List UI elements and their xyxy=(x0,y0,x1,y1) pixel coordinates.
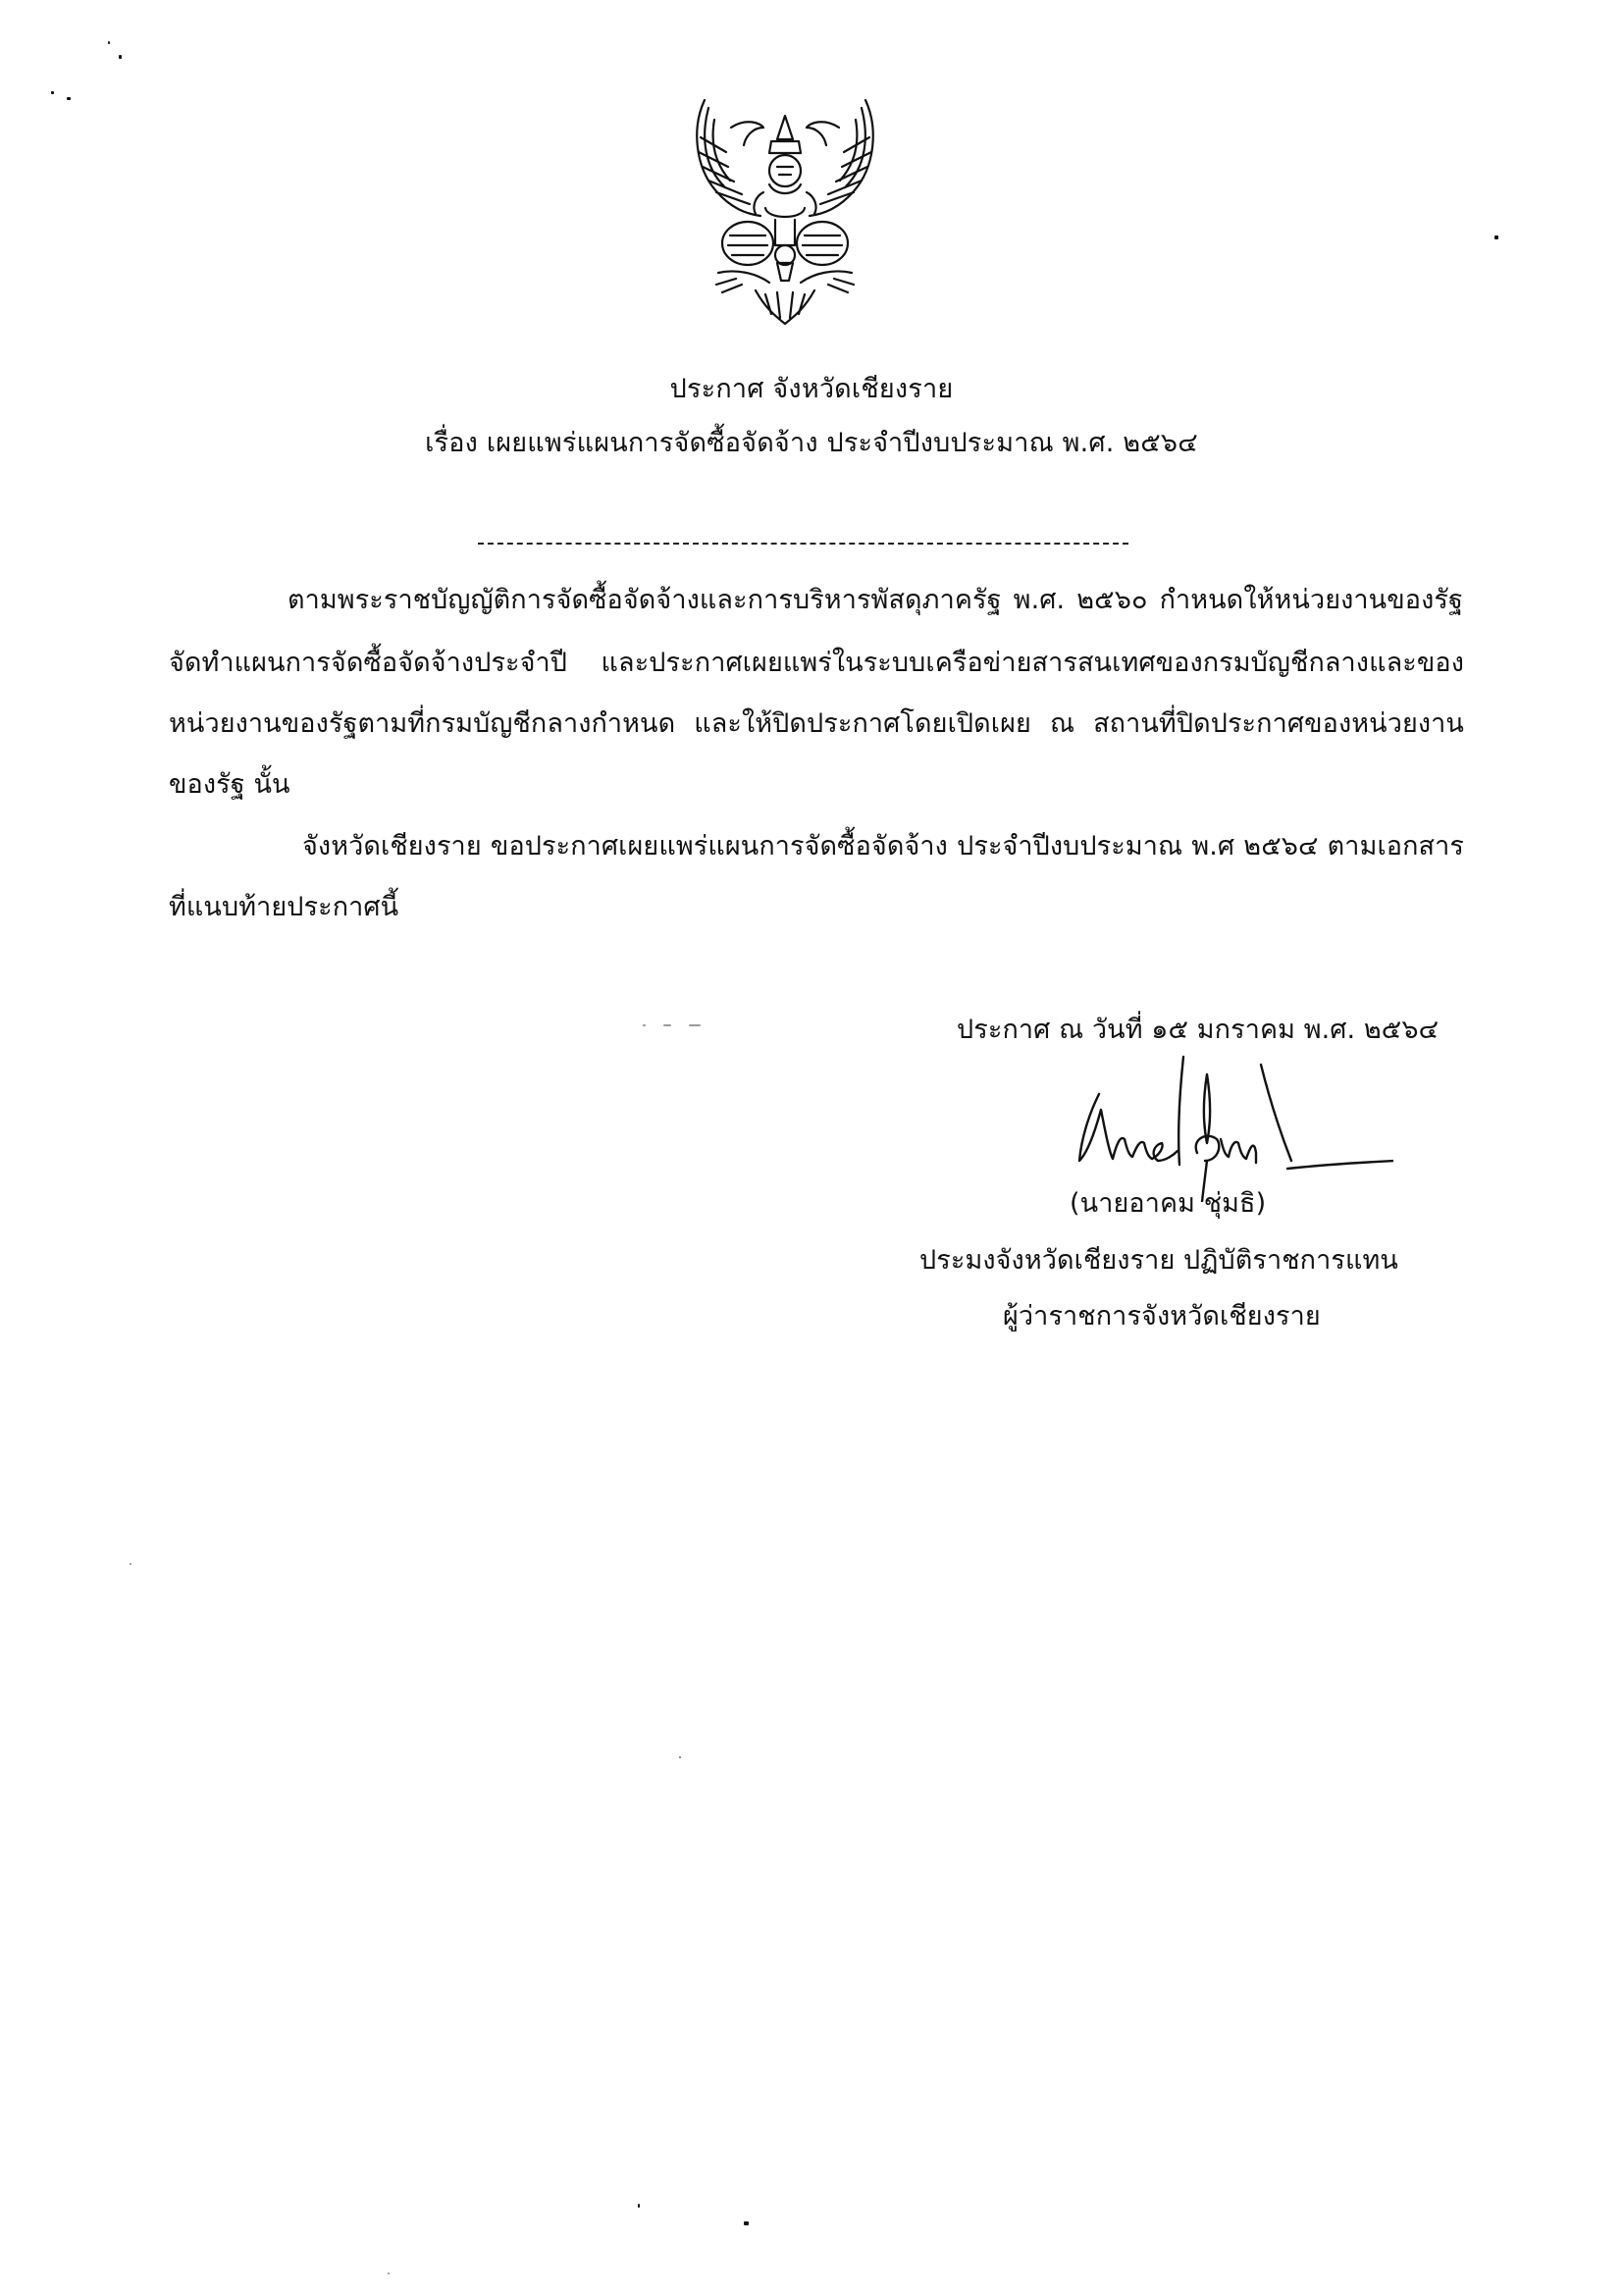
scan-artifact xyxy=(130,1563,131,1565)
signer-name: (นายอาคม ชุ่มธิ) xyxy=(1070,1188,1267,1219)
scan-artifact xyxy=(643,1024,646,1026)
garuda-emblem-icon xyxy=(687,98,883,326)
handwritten-signature xyxy=(1060,1045,1393,1202)
dashed-separator xyxy=(478,543,1128,545)
body-paragraph-1-line-1: ตามพระราชบัญญัติการจัดซื้อจัดจ้างและการบริหารพัสดุภาครัฐ พ.ศ. ๒๕๖๐ กำหนดให้หน่วยงานของรัฐ xyxy=(288,585,1463,615)
body-paragraph-1-line-3: หน่วยงานของรัฐตามที่กรมบัญชีกลางกำหนด และให้ปิดประกาศโดยเปิดเผย ณ สถานที่ปิดประกาศของหน่วยงาน xyxy=(169,708,1464,739)
scan-artifact xyxy=(67,97,71,100)
scan-artifact xyxy=(108,41,110,44)
scan-artifact xyxy=(1494,235,1498,239)
scan-artifact xyxy=(689,1024,701,1026)
signer-position-line-1: ประมงจังหวัดเชียงราย ปฏิบัติราชการแทน xyxy=(919,1245,1398,1276)
body-paragraph-1-line-2: จัดทำแผนการจัดซื้อจัดจ้างประจำปี และประกาศเผยแพร่ในระบบเครือข่ายสารสนเทศของกรมบัญชีกลางและของ xyxy=(169,648,1464,678)
body-paragraph-2-line-2: ที่แนบท้ายประกาศนี้ xyxy=(169,892,399,922)
scan-artifact xyxy=(638,2204,640,2208)
scan-artifact xyxy=(679,1756,681,1758)
scan-artifact xyxy=(388,2272,390,2274)
scan-artifact xyxy=(119,55,122,59)
announcement-date: ประกาศ ณ วันที่ ๑๕ มกราคม พ.ศ. ๒๕๖๔ xyxy=(957,1015,1440,1045)
body-paragraph-1-line-4: ของรัฐ นั้น xyxy=(169,769,290,800)
scan-artifact xyxy=(744,2221,749,2225)
body-paragraph-2-line-1: จังหวัดเชียงราย ขอประกาศเผยแพร่แผนการจัดซื้อจัดจ้าง ประจำปีงบประมาณ พ.ศ ๒๕๖๔ ตามเอกสาร xyxy=(302,831,1464,861)
signer-position-line-2: ผู้ว่าราชการจังหวัดเชียงราย xyxy=(1003,1301,1321,1331)
scan-artifact xyxy=(663,1024,671,1026)
announcement-title: ประกาศ จังหวัดเชียงราย xyxy=(669,374,954,404)
announcement-subject: เรื่อง เผยแพร่แผนการจัดซื้อจัดจ้าง ประจำปีงบประมาณ พ.ศ. ๒๕๖๔ xyxy=(425,428,1198,458)
scan-artifact xyxy=(51,91,54,94)
